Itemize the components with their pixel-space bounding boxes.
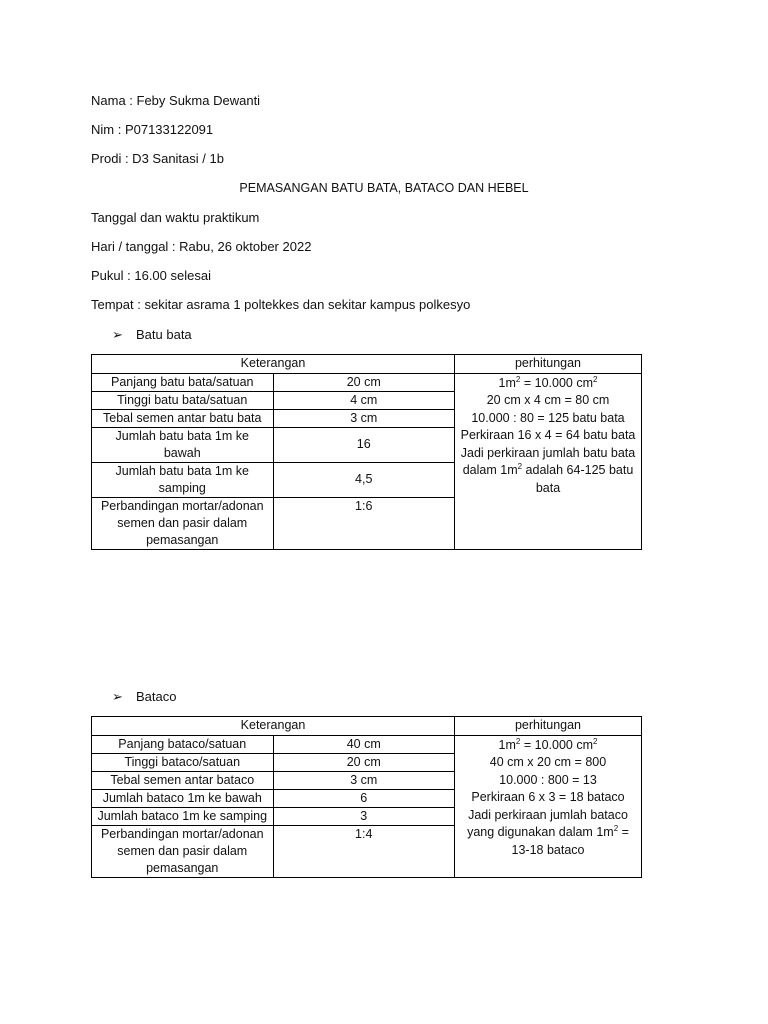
row-value: 40 cm (273, 735, 455, 753)
section-heading-label: Bataco (136, 689, 177, 704)
calc-line: 10.000 : 80 = 125 batu bata (471, 410, 625, 425)
row-value: 4 cm (273, 391, 455, 409)
student-nim: Nim : P07133122091 (91, 122, 214, 137)
calc-conclusion: Jadi perkiraan jumlah bataco yang digunakan dalam $1m^2 = 13-18$ bataco (467, 807, 629, 857)
calc-line: Perkiraan 16 x 4 = 64 batu bata (460, 428, 636, 442)
row-label: Jumlah bataco 1m ke samping (92, 807, 274, 825)
arrow-bullet-icon: ➢ (112, 689, 123, 704)
row-value: 20 cm (273, 373, 455, 391)
row-label: Jumlah batu bata 1m ke bawah (92, 427, 274, 462)
bataco-table (91, 716, 642, 878)
calculation-cell (455, 373, 642, 549)
table-header-row (92, 355, 642, 374)
table-header-row (92, 717, 642, 736)
row-label: Jumlah bataco 1m ke bawah (92, 789, 274, 807)
document-title: PEMASANGAN BATU BATA, BATACO DAN HEBEL (239, 181, 529, 195)
row-value: 1:6 (273, 497, 455, 549)
row-value: 4,5 (273, 462, 455, 497)
row-label: Panjang bataco/satuan (92, 735, 274, 753)
calc-conclusion: Jadi perkiraan jumlah batu bata dalam $1m^2$ adalah 64-125 batu bata (460, 445, 636, 495)
calculation-cell (455, 735, 642, 877)
calc-line: $1m^2 = 10.000$ $cm^2$ (498, 736, 598, 752)
section-heading-label: Batu bata (136, 327, 192, 342)
table-row (92, 735, 642, 753)
row-label: Jumlah batu bata 1m ke samping (92, 462, 274, 497)
batu-bata-table (91, 354, 642, 550)
row-value: 3 (273, 807, 455, 825)
section-heading-bataco (112, 689, 176, 705)
row-label: Tinggi batu bata/satuan (92, 391, 274, 409)
header-keterangan: Keterangan (92, 717, 455, 736)
student-prodi: Prodi : D3 Sanitasi / 1b (91, 151, 224, 166)
calc-line: 20 cm x 4 cm = 80 cm (486, 393, 610, 407)
row-value: 6 (273, 789, 455, 807)
practicum-hour: Pukul : 16.00 selesai (91, 268, 211, 283)
practicum-date: Hari / tanggal : Rabu, 26 oktober 2022 (91, 239, 312, 254)
row-label: Tinggi bataco/satuan (92, 753, 274, 771)
row-label: Perbandingan mortar/adonan semen dan pasir dalam pemasangan (92, 825, 274, 877)
row-value: 1:4 (273, 825, 455, 877)
practicum-time-heading: Tanggal dan waktu praktikum (91, 210, 260, 225)
row-value: 20 cm (273, 753, 455, 771)
row-label: Panjang batu bata/satuan (92, 373, 274, 391)
calc-line: $1m^2 = 10.000$ $cm^2$ (498, 374, 598, 390)
practicum-place: Tempat : sekitar asrama 1 poltekkes dan sekitar kampus polkesyo (91, 297, 471, 312)
row-value: 3 cm (273, 409, 455, 427)
row-label: Tebal semen antar bataco (92, 771, 274, 789)
arrow-bullet-icon: ➢ (112, 327, 123, 342)
header-perhitungan: perhitungan (455, 355, 642, 374)
header-perhitungan: perhitungan (455, 717, 642, 736)
row-label: Tebal semen antar batu bata (92, 409, 274, 427)
student-name: Nama : Feby Sukma Dewanti (91, 93, 261, 108)
table-row (92, 373, 642, 391)
row-value: 16 (273, 427, 455, 462)
calc-line: 40 cm x 20 cm = 800 (489, 755, 607, 769)
section-heading-batu-bata (112, 327, 192, 343)
row-value: 3 cm (273, 771, 455, 789)
header-keterangan: Keterangan (92, 355, 455, 374)
row-label: Perbandingan mortar/adonan semen dan pasir dalam pemasangan (92, 497, 274, 549)
calc-line: Perkiraan 6 x 3 = 18 bataco (471, 790, 625, 804)
calc-line: 10.000 : 800 = 13 (499, 772, 597, 787)
